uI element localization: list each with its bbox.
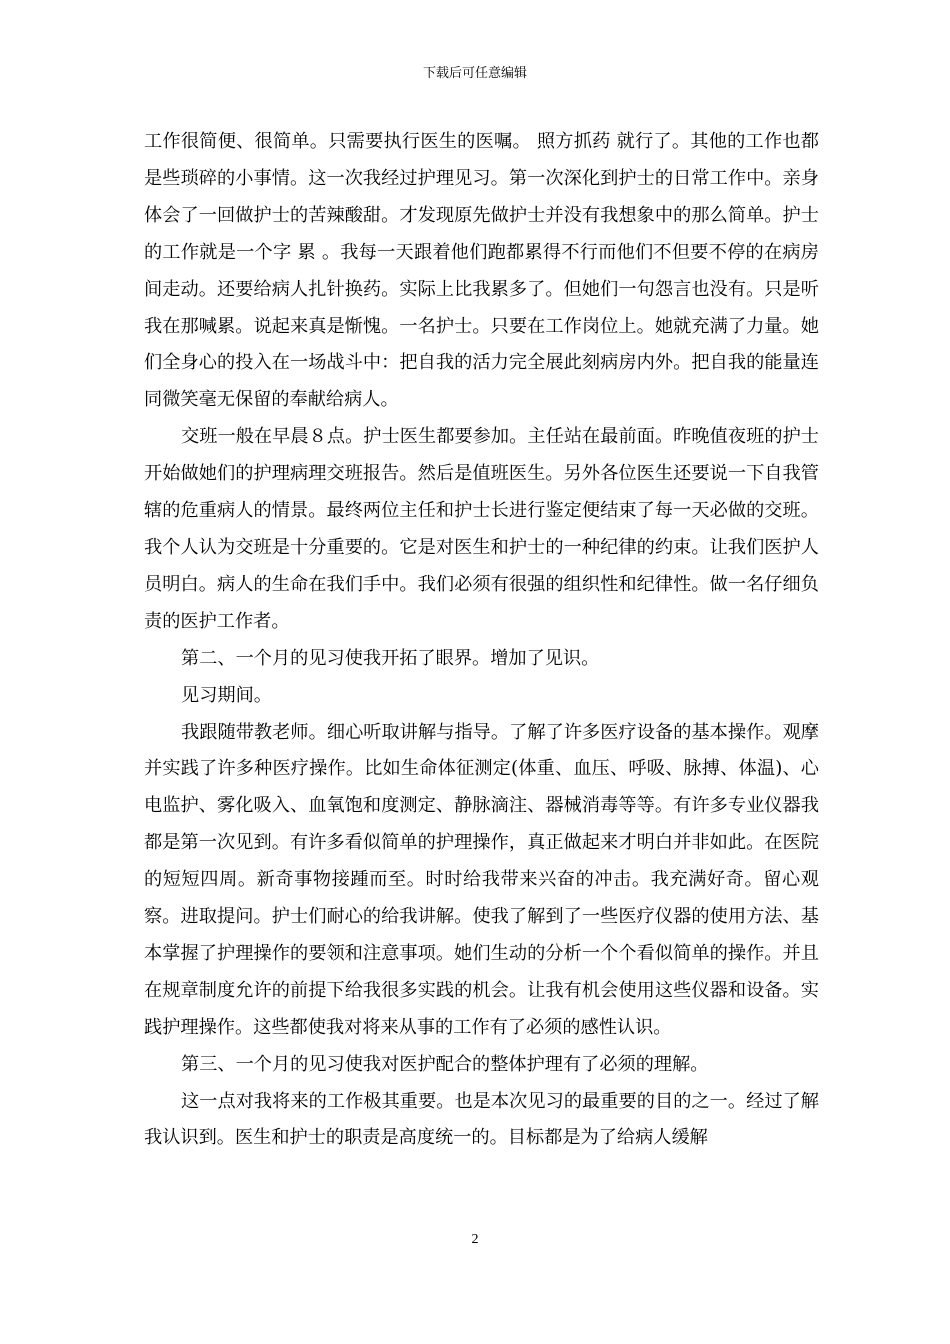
document-body (144, 124, 819, 1157)
body-paragraph-2: 交班一般在早晨８点。护士医生都要参加。主任站在最前面。昨晚值夜班的护士开始做她们的护理病理交班报告。然后是值班医生。另外各位医生还要说一下自我管辖的危重病人的情景。最终两位主任和护士长进行鉴定便结束了每一天必做的交班。我个人认为交班是十分重要的。它是对医生和护士的一种纪律的约束。让我们医护人员明白。病人的生命在我们手中。我们必须有很强的组织性和纪律性。做一名仔细负责的医护工作者。 (144, 426, 819, 632)
body-paragraph-7: 这一点对我将来的工作极其重要。也是本次见习的最重要的目的之一。经过了解我认识到。医生和护士的职责是高度统一的。目标都是为了给病人缓解 (144, 1090, 819, 1149)
body-paragraph-3: 第二、一个月的见习使我开拓了眼界。增加了见识。 (181, 647, 600, 669)
body-paragraph-6: 第三、一个月的见习使我对医护配合的整体护理有了必须的理解。 (181, 1053, 709, 1075)
body-paragraph-1: 工作很简便、很简单。只需要执行医生的医嘱。 照方抓药 就行了。其他的工作也都是些琐碎的小事情。这一次我经过护理见习。第一次深化到护士的日常工作中。亲身体会了一回做护士的苦辣酸甜。才发现原先做护士并没有我想象中的那么简单。护士的工作就是一个字 累 。我每一天跟着他们跑都累得不行而他们不但要不停的在病房间走动。还要给病人扎针换药。实际上比我累多了。但她们一句怨言也没有。只是听我在那喊累。说起来真是惭愧。一名护士。只要在工作岗位上。她就充满了力量。她们全身心的投入在一场战斗中：把自我的活力完全展此刻病房内外。把自我的能量连同微笑毫无保留的奉献给病人。 (144, 131, 819, 411)
body-paragraph-5: 我跟随带教老师。细心听取讲解与指导。了解了许多医疗设备的基本操作。观摩并实践了许多种医疗操作。比如生命体征测定(体重、血压、呼吸、脉搏、体温)、心电监护、雾化吸入、血氧饱和度测定、静脉滴注、器械消毒等等。有许多专业仪器我都是第一次见到。有许多看似简单的护理操作，真正做起来才明白并非如此。在医院的短短四周。新奇事物接踵而至。时时给我带来兴奋的冲击。我充满好奇。留心观察。进取提问。护士们耐心的给我讲解。使我了解到了一些医疗仪器的使用方法、基本掌握了护理操作的要领和注意事项。她们生动的分析一个个看似简单的操作。并且在规章制度允许的前提下给我很多实践的机会。让我有机会使用这些仪器和设备。实践护理操作。这些都使我对将来从事的工作有了必须的感性认识。 (144, 721, 819, 1038)
body-paragraph-4: 见习期间。 (181, 684, 272, 706)
page-header: 下载后可任意编辑 (422, 66, 527, 81)
page-number: 2 (471, 1232, 479, 1247)
